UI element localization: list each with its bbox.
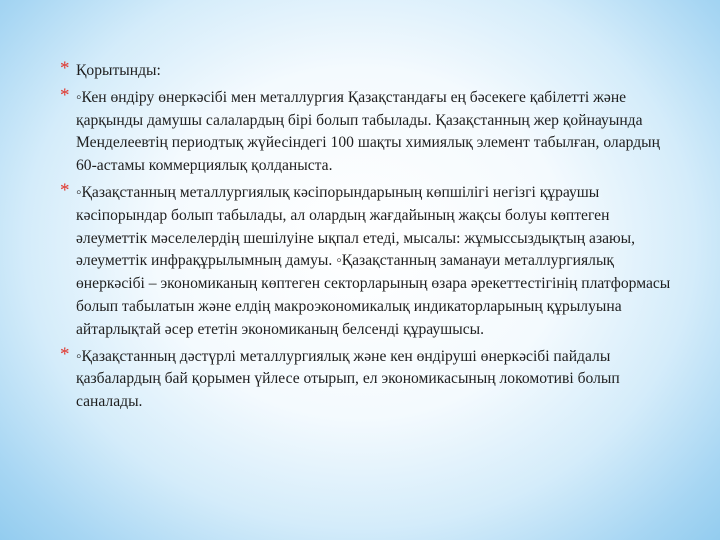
bullet-text: ◦Кен өндіру өнеркәсібі мен металлургия Қазақстандағы ең бәсекеге қабілетті және қарқынды дамушы салалардың бірі болып табылады. Қазақстанның жер қойнауында Менделеевтің периодтық жүйесіндегі 100 шақты химиялық элемент табылған, олардың 60-астамы коммерциялық қолданыста.	[76, 88, 660, 175]
asterisk-bullet-icon: *	[60, 343, 70, 365]
bullet-text: Қорытынды:	[76, 62, 161, 79]
asterisk-bullet-icon: *	[60, 179, 70, 201]
asterisk-bullet-icon: *	[60, 58, 70, 79]
bullet-item-mining	[60, 84, 680, 178]
bullet-item-conclusion	[60, 60, 680, 83]
bullet-text: ◦Қазақстанның металлургиялық кәсіпорындарының көпшілігі негізгі құраушы кәсіпорындар болып табылады, ал олардың жағдайының жақсы болуы көптеген әлеуметтік мәселелердің шешілуіне ықпал етеді, мысалы: жұмыссыздықтың азаюы, әлеуметтік инфрақұрылымның дамуы. ◦Қазақстанның заманауи металлургиялық өнеркәсібі – экономиканың көптеген секторларының өзара әрекеттестігінің платформасы болып табылатын және елдің макроэкономикалық индикаторларының құрылуына айтарлықтай әсер ететін экономиканың белсенді құраушысы.	[76, 183, 671, 338]
slide-body	[60, 60, 680, 418]
asterisk-bullet-icon: *	[60, 84, 70, 106]
bullet-text: ◦Қазақстанның дәстүрлі металлургиялық және кен өндіруші өнеркәсібі пайдалы қазбалардың бай қорымен үйлесе отырып, ел экономикасының локомотиві болып саналады.	[76, 347, 620, 411]
bullet-item-enterprises	[60, 179, 680, 342]
bullet-item-traditional	[60, 343, 680, 414]
